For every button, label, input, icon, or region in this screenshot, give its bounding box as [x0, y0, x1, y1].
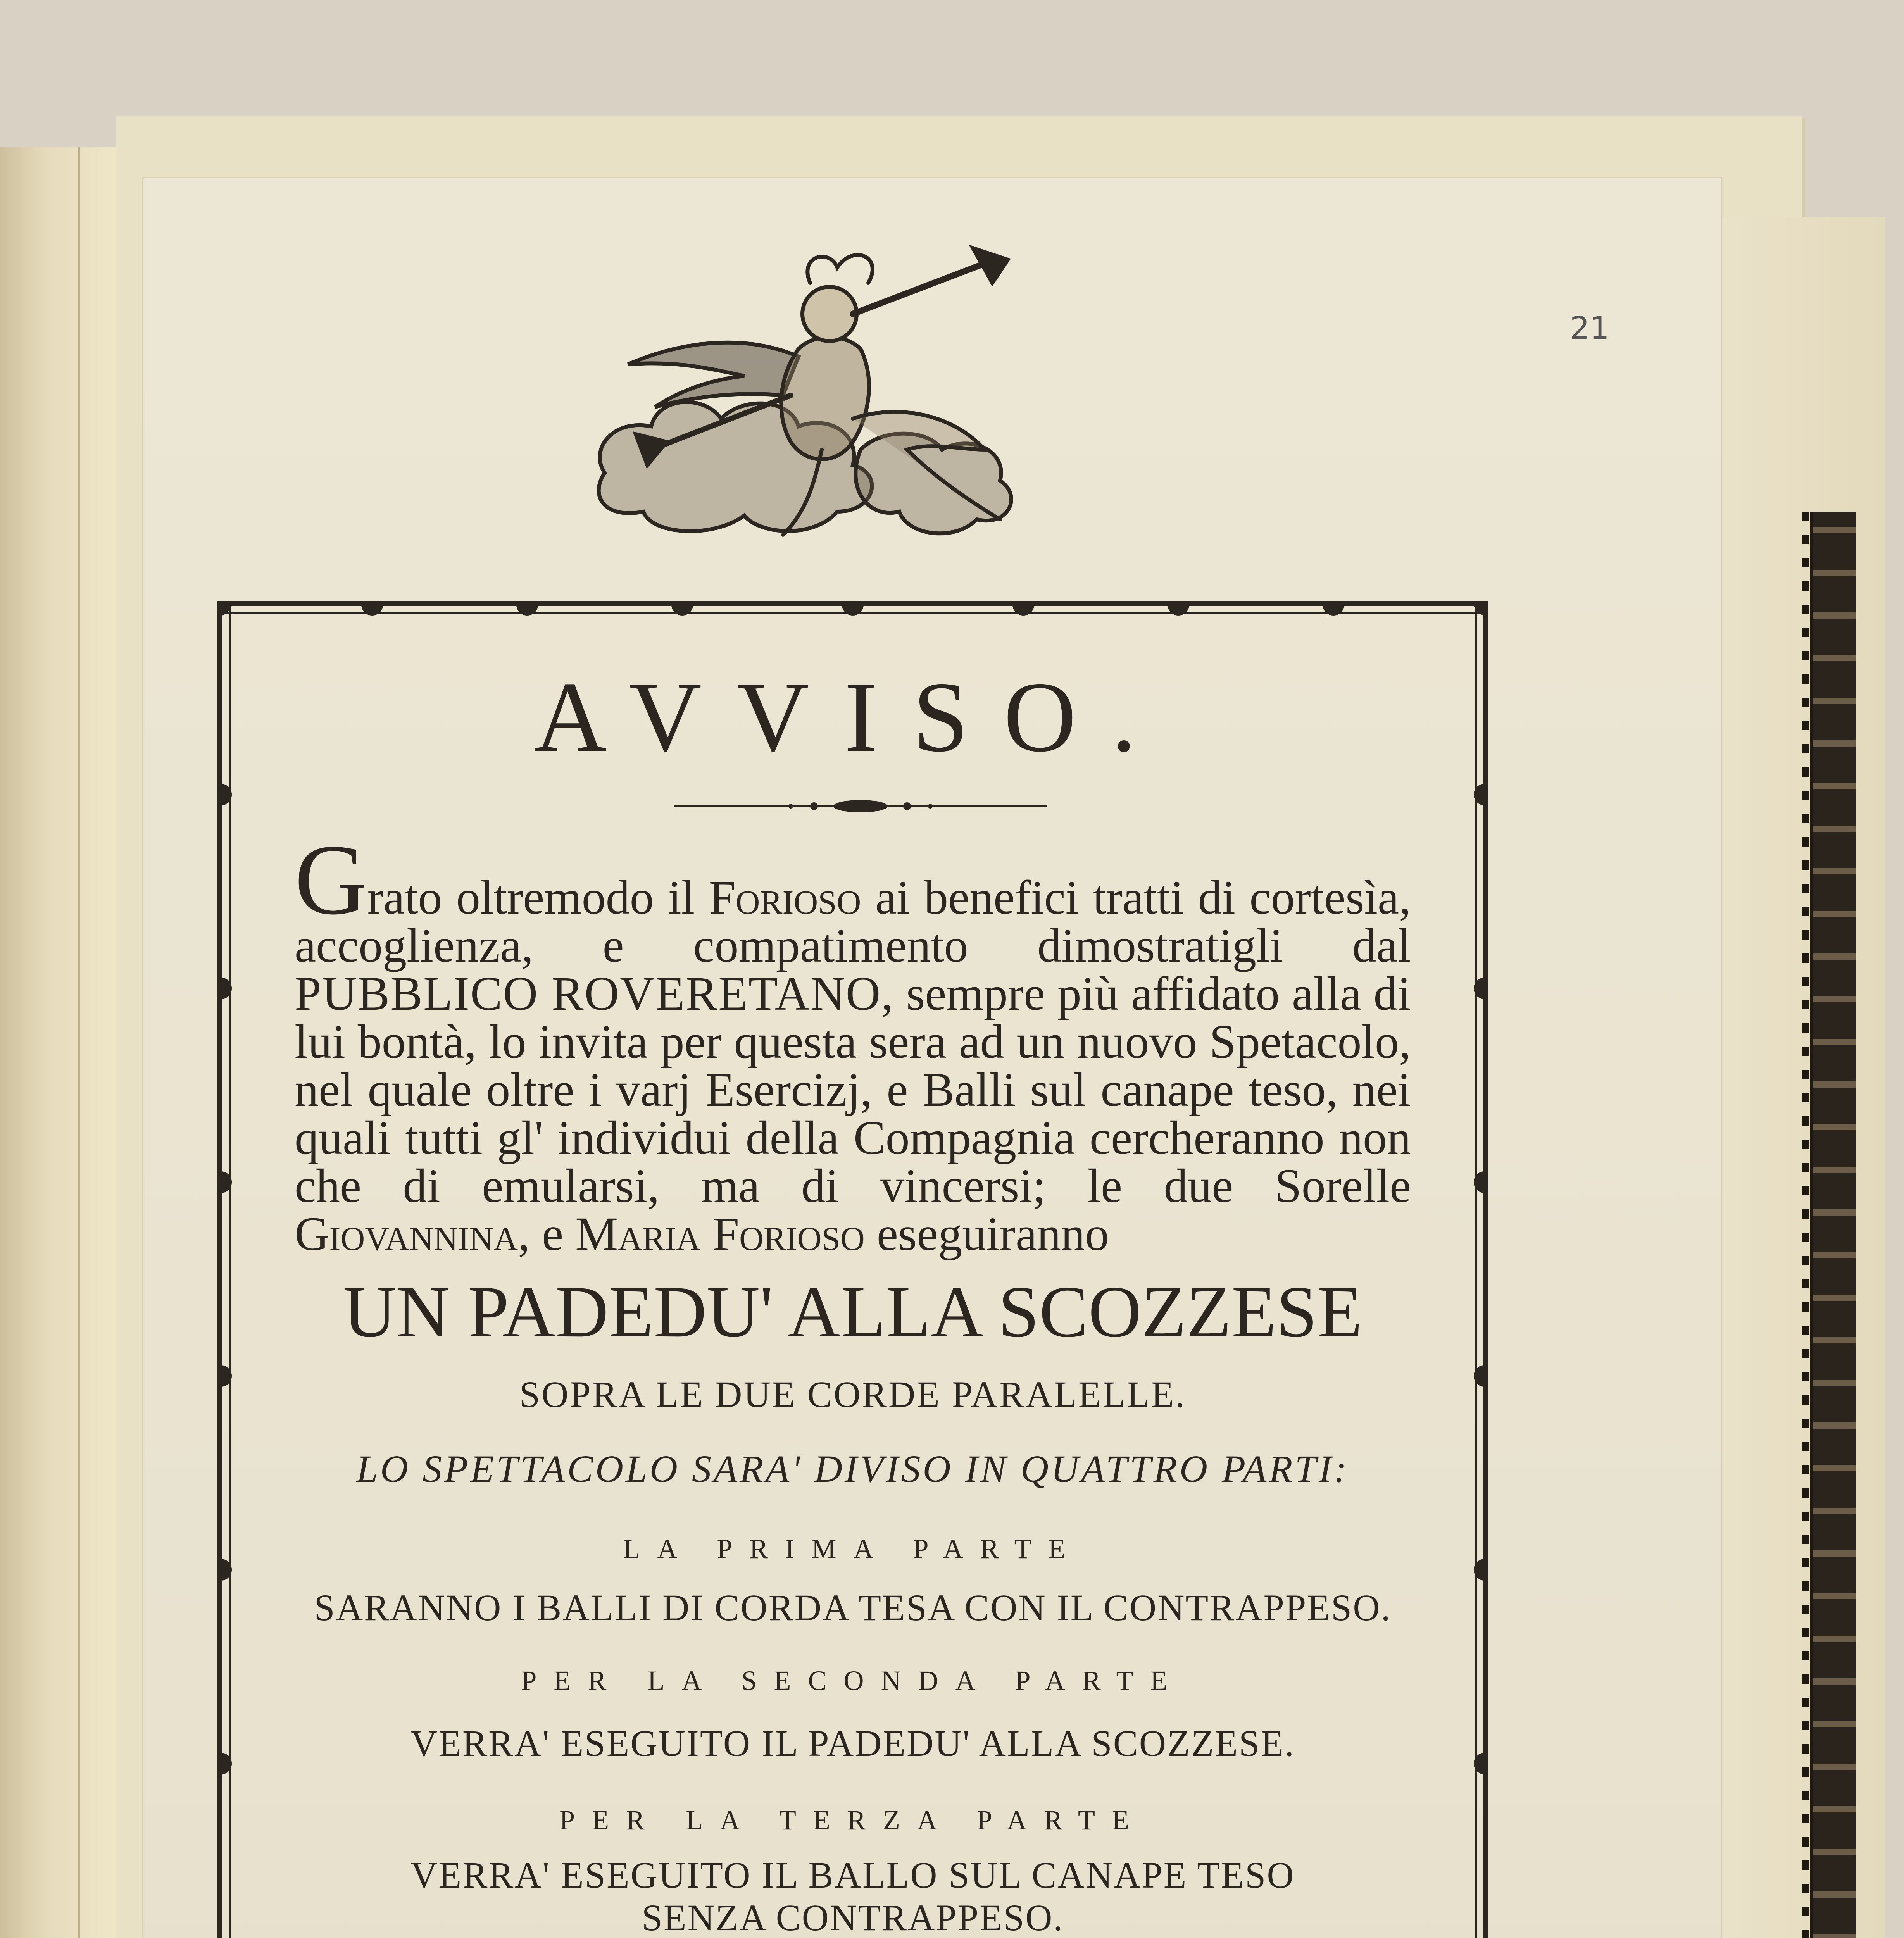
part-1-label: LA PRIMA PARTE	[623, 1533, 1083, 1564]
cherub-trumpet-woodcut	[581, 233, 1070, 566]
intro-public: PUBBLICO ROVERETANO,	[295, 967, 894, 1020]
division-line: LO SPETTACOLO SARA' DIVISO IN QUATTRO PARTI:	[356, 1447, 1349, 1490]
drop-cap: G	[295, 824, 367, 936]
part-3-text-2: SENZA CONTRAPPESO.	[642, 1897, 1064, 1938]
part-3-label: PER LA TERZA PARTE	[559, 1805, 1146, 1836]
part-1-text: SARANNO I BALLI DI CORDA TESA CON IL CONTRAPPESO.	[314, 1587, 1392, 1628]
poster-content	[271, 643, 1434, 1938]
intro-text-1: rato oltremodo il	[367, 871, 709, 924]
decorative-border-strip	[1810, 512, 1856, 1938]
intro-text-3: sempre più affidato alla di lui bontà, lo invita per questa sera ad un nuovo Spetacolo, nel quale oltre i varj Esercizj, e Balli sul canape teso, nei quali tutti gl' individui della Compagnia cercheranno non che di emularsi, ma di vincersi; le due Sorelle	[295, 967, 1411, 1212]
headline: UN PADEDU' ALLA SCOZZESE	[343, 1271, 1362, 1353]
part-3-text-1: VERRA' ESEGUITO IL BALLO SUL CANAPE TESO	[410, 1854, 1295, 1896]
intro-name-maria: Maria Forioso	[575, 1207, 865, 1260]
folio-number: 21	[1570, 310, 1609, 346]
intro-text-4: , e	[518, 1207, 576, 1260]
page-title: AVVISO.	[534, 661, 1171, 773]
part-2-text: VERRA' ESEGUITO IL PADEDU' ALLA SCOZZESE.	[410, 1722, 1295, 1764]
intro-text-2: ai benefici tratti di cortesìa, accoglienza, e compatimento dimostratigli dal	[295, 871, 1411, 972]
intro-text-5: eseguiranno	[864, 1207, 1109, 1260]
intro-forioso: Forioso	[709, 871, 861, 924]
part-2-label: PER LA SECONDA PARTE	[521, 1665, 1185, 1696]
intro-name-giovannina: Giovannina	[295, 1207, 518, 1260]
subheadline: SOPRA LE DUE CORDE PARALELLE.	[519, 1374, 1187, 1415]
title-divider-ornament	[674, 798, 1047, 814]
binder-spine	[0, 147, 118, 1938]
intro-paragraph	[295, 824, 1411, 1260]
